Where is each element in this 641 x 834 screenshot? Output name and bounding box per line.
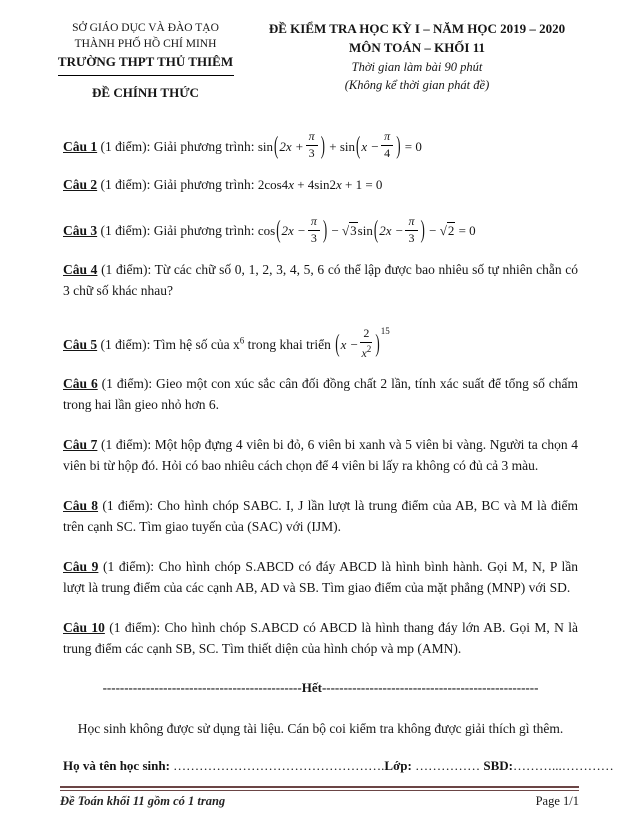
student-info-line — [63, 756, 614, 776]
fraction-pi-3 — [405, 215, 417, 246]
question-8-points: (1 điểm): — [102, 497, 154, 513]
question-5-formula — [334, 325, 390, 360]
argument: x − — [361, 138, 380, 154]
question-6 — [63, 373, 578, 415]
question-7-text: Một hộp đựng 4 viên bi đỏ, 6 viên bi xanh và 5 viên bi vàng. Người ta chọn 4 viên bi từ hộp đó. Hỏi có bao nhiêu cách chọn để 4 viên bi lấy ra không có đủ cả 3 màu. — [63, 436, 578, 473]
question-9-text: Cho hình chóp S.ABCD có đáy ABCD là hình bình hành. Gọi M, N, P lần lượt là trung điểm của các cạnh AB, AD và SB. Tìm giao điểm của mặt phẳng (MNP) với SD. — [63, 558, 579, 595]
question-4 — [63, 259, 578, 301]
question-6-text: Gieo một con xúc sắc cân đối đồng chất 2 lần, tính xác suất để tổng số chấm trong hai lần gieo nhỏ hơn 6. — [63, 375, 579, 412]
question-3-lead: Giải phương trình: — [153, 223, 255, 239]
footer-page-number: Page 1/1 — [535, 794, 579, 808]
school-name-underline — [58, 75, 234, 76]
exponent-2: 2 — [366, 343, 372, 354]
sqrt-2 — [440, 222, 456, 238]
question-list — [0, 103, 641, 777]
right-paren: ) — [322, 214, 328, 244]
term: + 4sin2 — [297, 176, 336, 192]
exam-duration-note: (Không kể thời gian phát đề) — [344, 77, 490, 92]
question-2-points: (1 điểm): — [100, 176, 151, 192]
question-9 — [63, 556, 578, 598]
radicand: 2 — [447, 223, 455, 239]
numerator: π — [381, 130, 393, 146]
question-1-lead: Giải phương trình: — [153, 138, 255, 154]
equals-zero: = 0 — [404, 138, 422, 154]
question-5-points: (1 điểm): — [100, 336, 151, 352]
question-4-text: Từ các chữ số 0, 1, 2, 3, 4, 5, 6 có thể lập được bao nhiêu số tự nhiên chẵn có 3 chữ số khác nhau? — [63, 261, 578, 298]
question-7-points: (1 điểm): — [100, 436, 152, 452]
question-1-label: Câu 1 — [63, 138, 98, 154]
sin-function: sin — [257, 138, 274, 154]
left-paren: ( — [276, 214, 281, 244]
footer-row — [60, 794, 579, 809]
class-label: Lớp: — [384, 758, 412, 774]
question-9-label: Câu 9 — [63, 558, 99, 574]
question-2-formula — [258, 177, 383, 192]
sbd-blank: ………...………… — [512, 758, 614, 774]
exam-title-block — [253, 20, 581, 103]
org-line-2: THÀNH PHỐ HỒ CHÍ MINH — [74, 38, 217, 51]
question-5 — [63, 320, 578, 363]
question-10-label: Câu 10 — [63, 619, 105, 635]
question-3 — [63, 214, 578, 248]
question-8-text: Cho hình chóp SABC. I, J lần lượt là trung điểm của AB, BC và M là điểm trên cạnh SC. Tìm giao tuyến của (SAC) với (IJM). — [63, 497, 579, 534]
sbd-label: SBD: — [483, 758, 513, 774]
sqrt-3 — [342, 222, 358, 238]
divider-dashes-right: -------------------------------------------------- — [321, 680, 539, 696]
numerator: π — [308, 215, 320, 231]
argument: 2x − — [379, 223, 404, 239]
question-6-label: Câu 6 — [63, 375, 98, 391]
question-6-points: (1 điểm): — [101, 375, 153, 391]
class-blank: …………… — [415, 758, 481, 774]
org-line-1: SỞ GIÁO DỤC VÀ ĐÀO TẠO — [72, 22, 219, 34]
exam-header — [0, 0, 641, 103]
right-paren: ) — [396, 129, 401, 160]
equals-zero: + 1 = 0 — [345, 176, 383, 192]
student-name-blank: …………………………………………. — [173, 758, 385, 774]
right-paren: ) — [320, 129, 326, 160]
footer-doc-note: Đề Toán khối 11 gồm có 1 trang — [60, 794, 226, 808]
student-name-label: Họ và tên học sinh: — [63, 758, 170, 774]
issuing-org-block — [38, 20, 253, 103]
question-9-points: (1 điểm): — [103, 558, 155, 574]
minus-operator: − — [331, 223, 339, 239]
denominator: 4 — [384, 146, 391, 161]
term: 2cos4 — [257, 176, 289, 192]
left-paren: ( — [373, 214, 379, 244]
school-name: TRƯỜNG THPT THỦ THIÊM — [57, 54, 234, 70]
variable-x: x — [361, 345, 367, 360]
divider-dashes-left: ---------------------------------------------- — [102, 680, 302, 696]
fraction-2-x2 — [360, 327, 372, 361]
exam-title: ĐỀ KIỂM TRA HỌC KỲ I – NĂM HỌC 2019 – 2020 — [268, 21, 566, 36]
question-3-formula — [257, 213, 476, 245]
radical-sign: √ — [342, 223, 350, 239]
variable-x: x — [288, 176, 294, 192]
exam-subject: MÔN TOÁN – KHỐI 11 — [348, 39, 486, 55]
exam-rules-note: Học sinh không được sử dụng tài liệu. Cán bộ coi kiểm tra không được giải thích gì thêm. — [77, 721, 564, 737]
minus-operator: − — [429, 223, 437, 239]
denominator — [360, 343, 372, 361]
radicand: 3 — [350, 223, 357, 239]
radical-sign: √ — [439, 223, 447, 239]
cos-function: cos — [257, 223, 276, 239]
question-3-points: (1 điểm): — [100, 223, 151, 239]
fraction-pi-3 — [308, 215, 320, 246]
exponent-6: 6 — [239, 335, 245, 346]
question-1-points: (1 điểm): — [100, 138, 151, 154]
question-8 — [63, 495, 578, 537]
question-1-formula — [257, 129, 422, 161]
left-paren: ( — [335, 327, 340, 358]
plus-operator: + — [329, 138, 337, 154]
question-5-text-b: trong khai triển — [247, 336, 331, 352]
question-4-label: Câu 4 — [63, 261, 98, 277]
question-1 — [63, 130, 578, 164]
denominator: 3 — [310, 230, 317, 245]
end-divider — [63, 678, 578, 698]
fraction-pi-4 — [381, 130, 393, 161]
page-footer — [60, 786, 579, 809]
question-2-lead: Giải phương trình: — [153, 176, 255, 192]
numerator: π — [306, 130, 318, 146]
argument: 2x + — [279, 138, 304, 154]
fraction-pi-3 — [306, 130, 318, 161]
end-label: Hết — [301, 680, 322, 696]
left-paren: ( — [356, 129, 361, 160]
question-7 — [63, 434, 578, 476]
question-7-label: Câu 7 — [63, 436, 98, 452]
question-3-label: Câu 3 — [63, 223, 98, 239]
denominator: 3 — [308, 146, 315, 161]
variable-x: x — [335, 176, 342, 192]
footer-rule — [60, 786, 579, 791]
question-10-text: Cho hình chóp S.ABCD có ABCD là hình thang đáy lớn AB. Gọi M, N là trung điểm các cạnh SB, SC. Tìm thiết diện của hình chóp và mp (AMN). — [63, 619, 578, 656]
question-4-points: (1 điểm): — [101, 261, 152, 277]
numerator: π — [405, 215, 417, 231]
official-exam-label: ĐỀ CHÍNH THỨC — [92, 85, 199, 101]
question-5-label: Câu 5 — [63, 336, 98, 352]
question-8-label: Câu 8 — [63, 497, 99, 513]
right-paren: ) — [375, 327, 380, 358]
equals-zero: = 0 — [458, 223, 476, 239]
argument: x − — [340, 336, 359, 352]
denominator: 3 — [408, 230, 415, 245]
sin-function: sin — [357, 223, 373, 239]
sin-function: sin — [339, 138, 356, 154]
exponent-15: 15 — [380, 325, 390, 336]
exam-duration: Thời gian làm bài 90 phút — [351, 59, 483, 74]
question-10 — [63, 617, 578, 659]
argument: 2x − — [281, 223, 306, 239]
left-paren: ( — [274, 129, 279, 160]
question-5-text-a: Tìm hệ số của x — [153, 336, 240, 352]
right-paren: ) — [420, 214, 425, 244]
question-10-points: (1 điểm): — [109, 619, 161, 635]
numerator: 2 — [360, 327, 372, 343]
question-2-label: Câu 2 — [63, 176, 98, 192]
